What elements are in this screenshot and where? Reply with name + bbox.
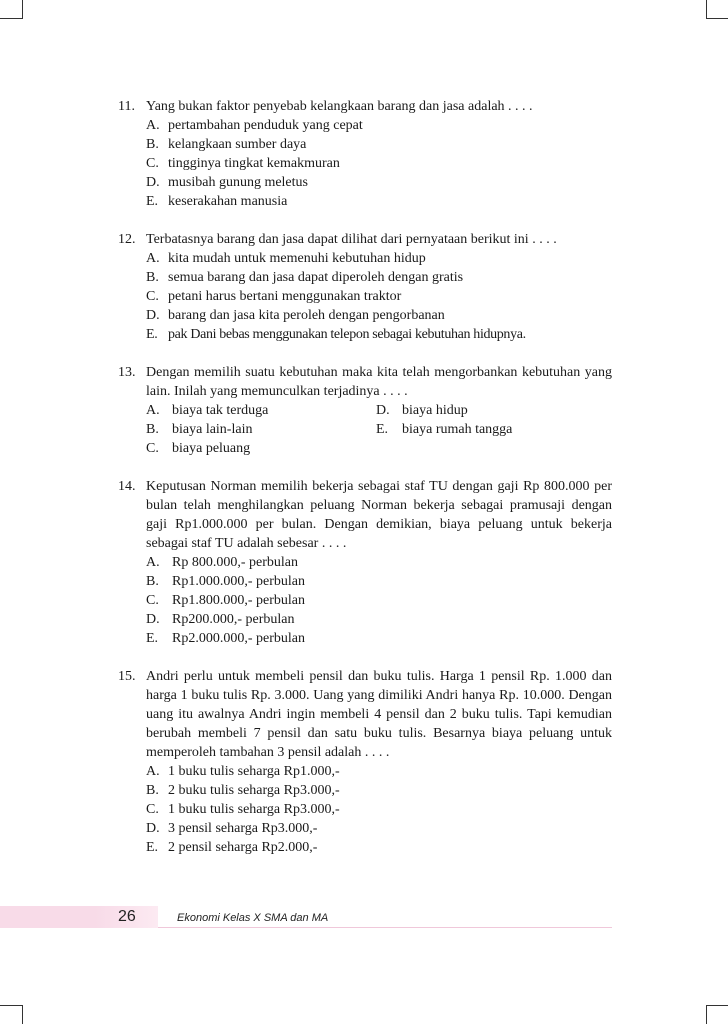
question-stem [118,97,612,116]
question-text: Dengan memilih suatu kebutuhan maka kita telah mengorbankan kebutuhan yang lain. Inilah yang memunculkan terjadinya . . . . [146,365,612,399]
option-d: D. barang dan jasa kita peroleh dengan pengorbanan [146,308,445,323]
question-stem [118,230,612,249]
crop-mark-bottom-left-v [22,1005,23,1024]
option-c: C. Rp1.800.000,- perbulan [146,593,305,608]
question-13 [118,363,612,458]
question-number: 15. [118,669,136,684]
question-text: Keputusan Norman memilih bekerja sebagai staf TU dengan gaji Rp 800.000 per bulan telah menghilangkan peluang Norman bekerja sebagai pramusaji dengan gaji Rp1.000.000 per bulan. Dengan demikian, biaya peluang untuk bekerja sebagai staf TU adalah sebesar . . . . [146,479,612,551]
option-d: D. Rp200.000,- perbulan [146,612,295,627]
book-title: Ekonomi Kelas X SMA dan MA [177,912,329,924]
footer-rule [158,927,612,928]
option-a: A. Rp 800.000,- perbulan [146,555,298,570]
option-c: C. tingginya tingkat kemakmuran [146,156,340,171]
option-a: A. kita mudah untuk memenuhi kebutuhan hidup [146,251,426,266]
question-14 [118,477,612,648]
option-a: A. 1 buku tulis seharga Rp1.000,- [146,764,340,779]
question-number: 13. [118,365,136,380]
option-grid [118,401,612,458]
option-d: D. 3 pensil seharga Rp3.000,- [146,821,318,836]
option-b: B. semua barang dan jasa dapat diperoleh dengan gratis [146,270,464,285]
option-b: B. Rp1.000.000,- perbulan [146,574,305,589]
option-b: B. biaya lain-lain [146,422,253,437]
question-11 [118,97,612,211]
option-e: E. Rp2.000.000,- perbulan [146,631,305,646]
option-list [118,762,612,857]
option-c: C. 1 buku tulis seharga Rp3.000,- [146,802,340,817]
question-list [118,97,612,876]
crop-mark-top-left-v [22,0,23,19]
question-text: Terbatasnya barang dan jasa dapat dilihat dari pernyataan berikut ini . . . . [146,232,557,247]
crop-mark-bottom-right-h [706,1005,728,1006]
question-stem [118,667,612,762]
option-b: B. 2 buku tulis seharga Rp3.000,- [146,783,340,798]
option-list [118,249,612,344]
question-number: 14. [118,479,136,494]
option-e: E. keserakahan manusia [146,194,288,209]
option-d: D. musibah gunung meletus [146,175,308,190]
question-stem [118,477,612,553]
question-stem [118,363,612,401]
option-c: C. petani harus bertani menggunakan traktor [146,289,402,304]
crop-mark-top-right-h [706,18,728,19]
question-text: Yang bukan faktor penyebab kelangkaan barang dan jasa adalah . . . . [146,99,533,114]
option-list [118,553,612,648]
option-e: E. biaya rumah tangga [376,422,513,437]
crop-mark-bottom-right-v [706,1005,707,1024]
question-number: 11. [118,99,135,114]
crop-mark-top-right-v [706,0,707,19]
option-e: E. 2 pensil seharga Rp2.000,- [146,840,318,855]
question-text: Andri perlu untuk membeli pensil dan buku tulis. Harga 1 pensil Rp. 1.000 dan harga 1 buku tulis Rp. 3.000. Uang yang dimiliki Andri hanya Rp. 10.000. Dengan uang itu awalnya Andri ingin membeli 4 pensil dan 2 buku tulis. Tapi kemudian berubah membeli 7 pensil dan satu buku tulis. Besarnya biaya peluang untuk memperoleh tambahan 3 pensil adalah . . . . [146,669,612,760]
option-a: A. pertambahan penduduk yang cepat [146,118,363,133]
option-c: C. biaya peluang [146,441,251,456]
question-number: 12. [118,232,136,247]
crop-mark-top-left-h [0,18,22,19]
page-number: 26 [118,908,136,925]
crop-mark-bottom-left-h [0,1005,22,1006]
option-b: B. kelangkaan sumber daya [146,137,307,152]
option-d: D. biaya hidup [376,403,468,418]
question-12 [118,230,612,344]
question-15 [118,667,612,857]
option-a: A. biaya tak terduga [146,403,269,418]
option-list [118,116,612,211]
option-e: E. pak Dani bebas menggunakan telepon sebagai kebutuhan hidupnya. [146,327,526,342]
